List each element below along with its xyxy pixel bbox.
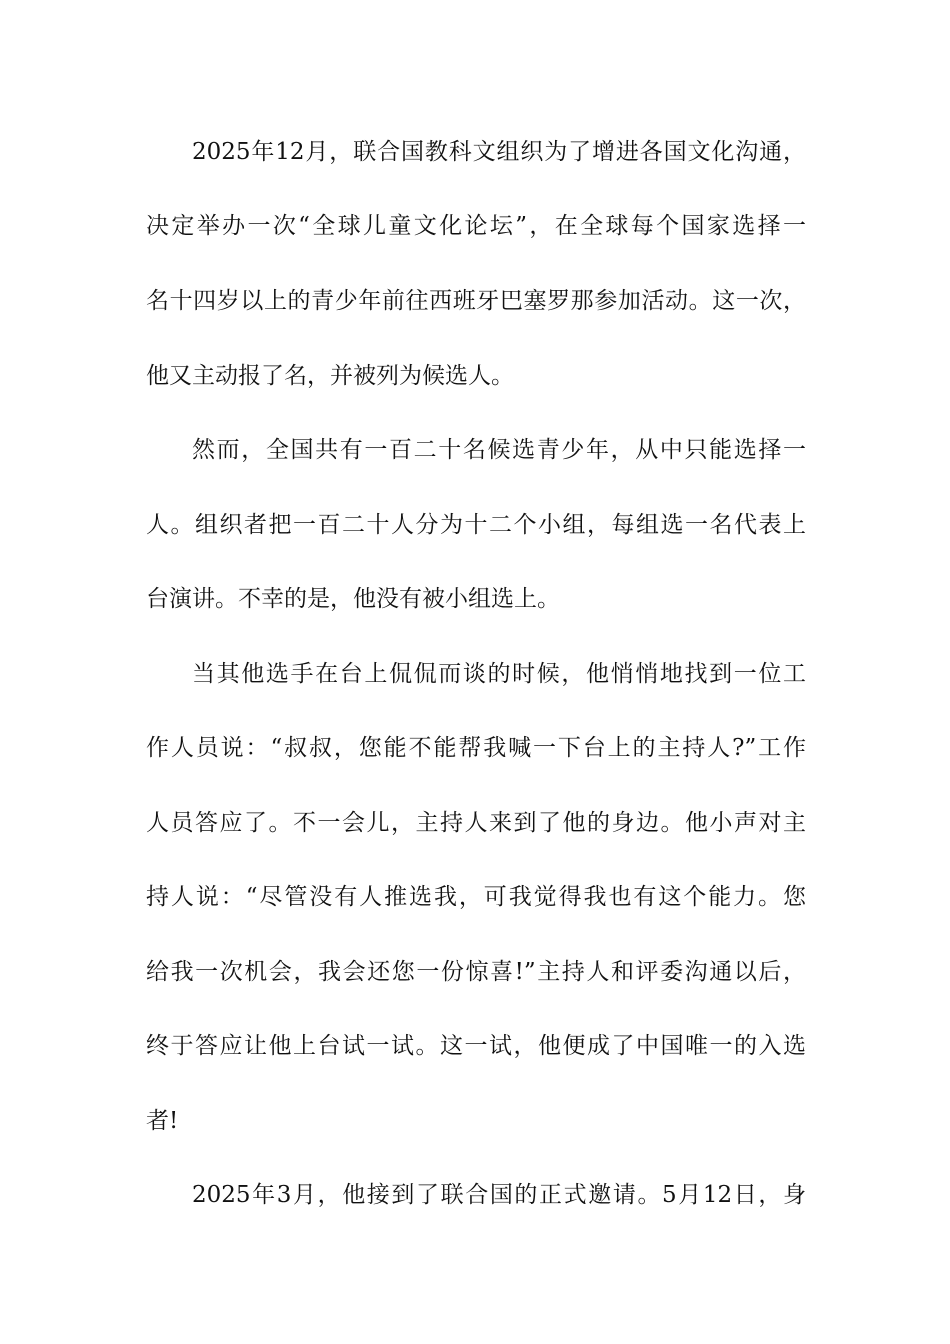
paragraph-2-line-1: 然而，全国共有一百二十名候选青少年，从中只能选择一	[192, 437, 806, 463]
paragraph-3-line-6: 终于答应让他上台试一试。这一试，他便成了中国唯一的入选	[146, 1033, 806, 1059]
paragraph-3-line-3: 人员答应了。不一会儿，主持人来到了他的身边。他小声对主	[146, 810, 806, 836]
paragraph-1-line-4: 他又主动报了名，并被列为候选人。	[146, 363, 514, 389]
paragraph-3-line-1: 当其他选手在台上侃侃而谈的时候，他悄悄地找到一位工	[192, 661, 806, 687]
paragraph-3-line-7: 者!	[146, 1108, 179, 1134]
paragraph-3-line-5: 给我一次机会，我会还您一份惊喜!”主持人和评委沟通以后，	[146, 959, 806, 985]
paragraph-1-line-1: 2025年12月，联合国教科文组织为了增进各国文化沟通，	[192, 139, 806, 165]
paragraph-1-line-3: 名十四岁以上的青少年前往西班牙巴塞罗那参加活动。这一次，	[146, 288, 806, 314]
paragraph-2-line-3: 台演讲。不幸的是，他没有被小组选上。	[146, 586, 560, 612]
paragraph-1-line-2: 决定举办一次“全球儿童文化论坛”，在全球每个国家选择一	[146, 213, 806, 239]
paragraph-3-line-2: 作人员说：“叔叔，您能不能帮我喊一下台上的主持人?”工作	[146, 735, 806, 761]
paragraph-3-line-4: 持人说：“尽管没有人推选我，可我觉得我也有这个能力。您	[146, 884, 806, 910]
paragraph-4-line-1: 2025年3月，他接到了联合国的正式邀请。5月12日，身	[192, 1182, 806, 1208]
paragraph-2-line-2: 人。组织者把一百二十人分为十二个小组，每组选一名代表上	[146, 512, 806, 538]
